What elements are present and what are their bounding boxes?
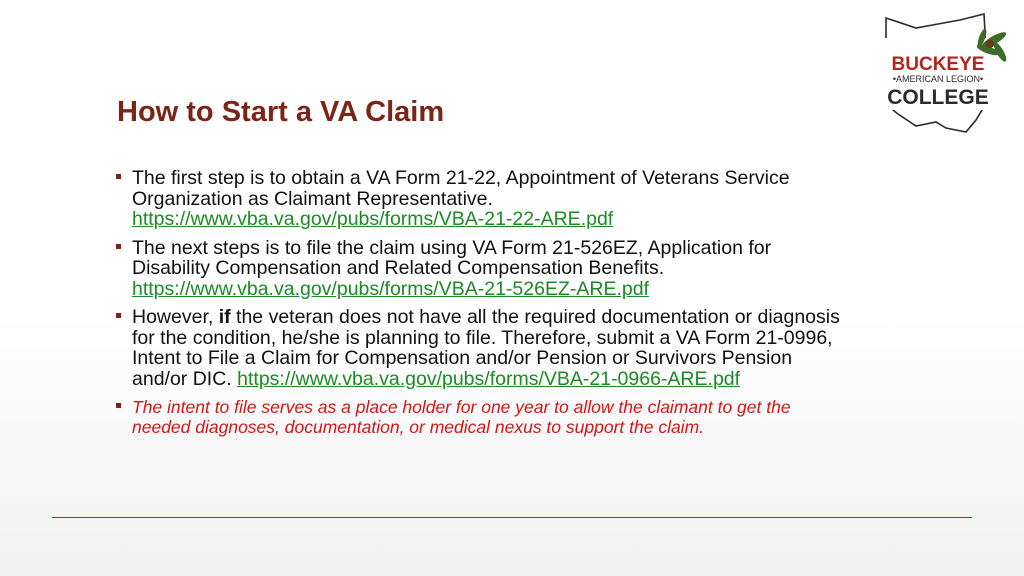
page-title: How to Start a VA Claim bbox=[117, 96, 445, 128]
note-text: needed diagnoses, documentation, or medical nexus to support the claim. bbox=[132, 417, 705, 437]
bullet-marker-icon bbox=[116, 174, 121, 179]
bullet-text: However, bbox=[132, 306, 219, 328]
bullet-text: and/or DIC. bbox=[132, 367, 238, 390]
footer-divider bbox=[52, 517, 972, 518]
bullet-text: The next steps is to file the claim using VA Form 21-526EZ, Application for bbox=[132, 236, 772, 259]
form-21-22-link[interactable]: https://www.vba.va.gov/pubs/forms/VBA-21-22-ARE.pdf bbox=[132, 208, 614, 230]
form-21-0966-link[interactable]: https://www.vba.va.gov/pubs/forms/VBA-21-0966-ARE.pdf bbox=[237, 367, 741, 390]
bullet-text: Intent to File a Claim for Compensation and/or Pension or Survivors Pension bbox=[132, 347, 793, 369]
bullet-text: the veteran does not have all the required documentation or diagnosis bbox=[230, 306, 840, 328]
bullet-list bbox=[113, 168, 913, 445]
bullet-text: Disability Compensation and Related Compensation Benefits. bbox=[132, 257, 665, 279]
buckeye-college-logo bbox=[876, 10, 1016, 140]
bullet-text: for the condition, he/she is planning to file. Therefore, submit a VA Form 21-0996, bbox=[132, 326, 833, 349]
bullet-text: The first step is to obtain a VA Form 21-22, Appointment of Veterans Service bbox=[132, 167, 790, 189]
bullet-marker-icon bbox=[116, 244, 121, 249]
bullet-text: Organization as Claimant Representative. bbox=[132, 187, 493, 210]
form-21-526ez-link[interactable]: https://www.vba.va.gov/pubs/forms/VBA-21-526EZ-ARE.pdf bbox=[132, 277, 649, 300]
logo-line3: COLLEGE bbox=[887, 86, 989, 109]
bold-if-text: if bbox=[218, 306, 231, 328]
note-text: The intent to file serves as a place holder for one year to allow the claimant to get the bbox=[132, 397, 791, 417]
bullet-item bbox=[113, 168, 913, 230]
bullet-item bbox=[113, 238, 913, 300]
logo-line2: •AMERICAN LEGION• bbox=[892, 74, 984, 84]
bullet-marker-icon bbox=[116, 403, 121, 408]
bullet-item bbox=[113, 307, 913, 389]
logo-line1: BUCKEYE bbox=[891, 54, 985, 75]
bullet-marker-icon bbox=[116, 313, 121, 318]
bullet-item-note bbox=[113, 397, 913, 437]
